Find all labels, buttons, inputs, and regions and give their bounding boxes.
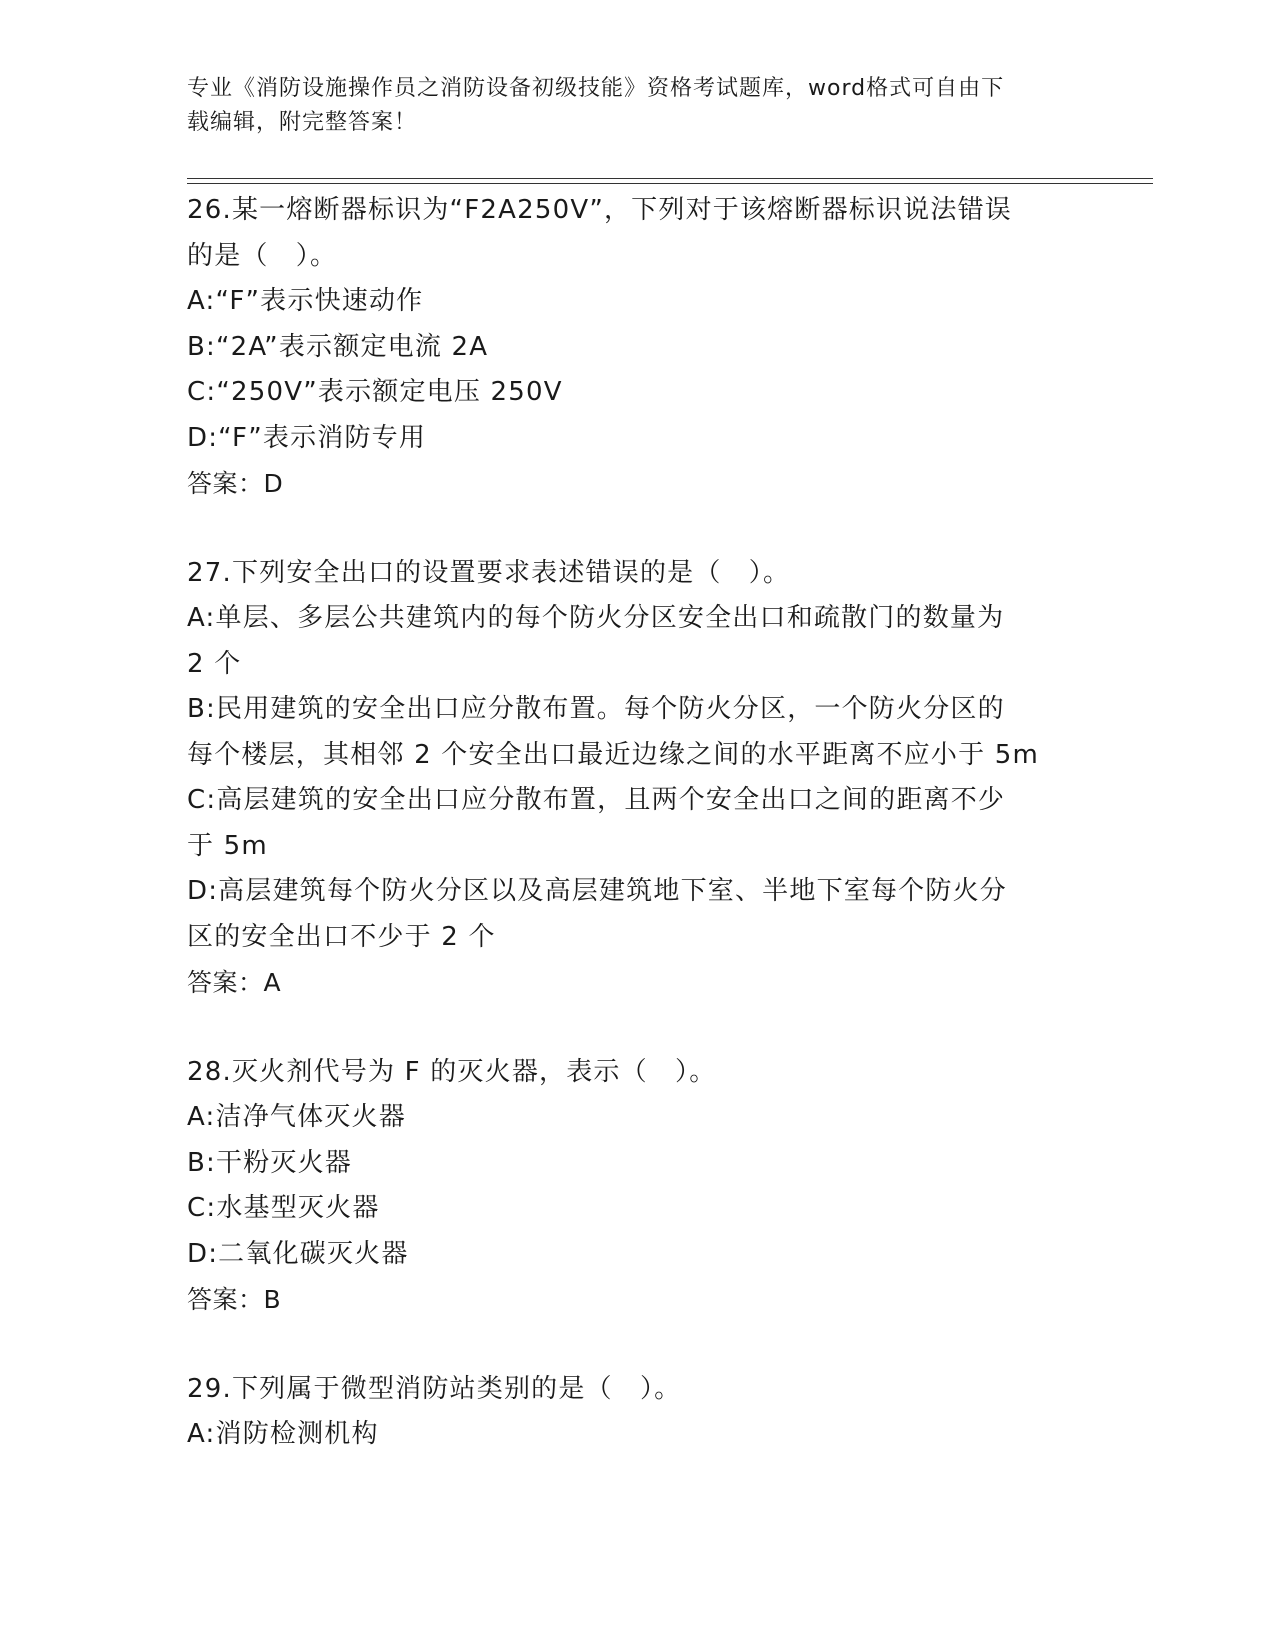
question-text-line: D:高层建筑每个防火分区以及高层建筑地下室、半地下室每个防火分 [187,876,1007,906]
question-block [187,188,1067,507]
question-text-line: A:洁净气体灭火器 [187,1102,406,1132]
question-block [187,1050,1067,1323]
question-text-line: 的是（ ）。 [187,240,338,271]
question-list [187,188,1067,1458]
question-text-line: C:高层建筑的安全出口应分散布置，且两个安全出口之间的距离不少 [187,785,1006,815]
question-text-line: D:二氧化碳灭火器 [187,1238,409,1269]
answer-line: 答案：D [187,469,284,498]
question-text-line: 2 个 [187,648,242,679]
question-text-line: D:“F”表示消防专用 [187,422,427,453]
question-text-line: A:单层、多层公共建筑内的每个防火分区安全出口和疏散门的数量为 [187,603,1005,633]
header-line-2: 载编辑，附完整答案！ [187,110,418,135]
header-line-1: 专业《消防设施操作员之消防设备初级技能》资格考试题库，word格式可自由下 [187,76,1005,101]
answer-line: 答案：B [187,1285,282,1314]
question-text-line: A:消防检测机构 [187,1419,379,1449]
question-text-line: B:民用建筑的安全出口应分散布置。每个防火分区，一个防火分区的 [187,694,1005,724]
question-text-line: 区的安全出口不少于 2 个 [187,921,496,952]
header-divider-bottom [187,183,1153,184]
question-stem: 28.灭火剂代号为 F 的灭火器，表示（ ）。 [187,1056,717,1087]
question-text-line: A:“F”表示快速动作 [187,286,424,316]
question-block [187,551,1067,1006]
question-text-line: B:“2A”表示额定电流 2A [187,331,489,362]
question-text-line: 每个楼层，其相邻 2 个安全出口最近边缘之间的水平距离不应小于 5m [187,739,1040,770]
question-stem: 27.下列安全出口的设置要求表述错误的是（ ）。 [187,557,791,588]
document-header [187,72,1067,140]
question-text-line: C:“250V”表示额定电压 250V [187,377,563,407]
question-stem: 26.某一熔断器标识为“F2A250V”，下列对于该熔断器标识说法错误 [187,195,1012,225]
question-stem: 29.下列属于微型消防站类别的是（ ）。 [187,1373,682,1404]
question-text-line: B:干粉灭火器 [187,1147,352,1178]
question-text-line: C:水基型灭火器 [187,1193,380,1223]
answer-line: 答案：A [187,968,282,997]
header-divider-top [187,178,1153,179]
question-block [187,1367,1067,1458]
question-text-line: 于 5m [187,830,268,861]
